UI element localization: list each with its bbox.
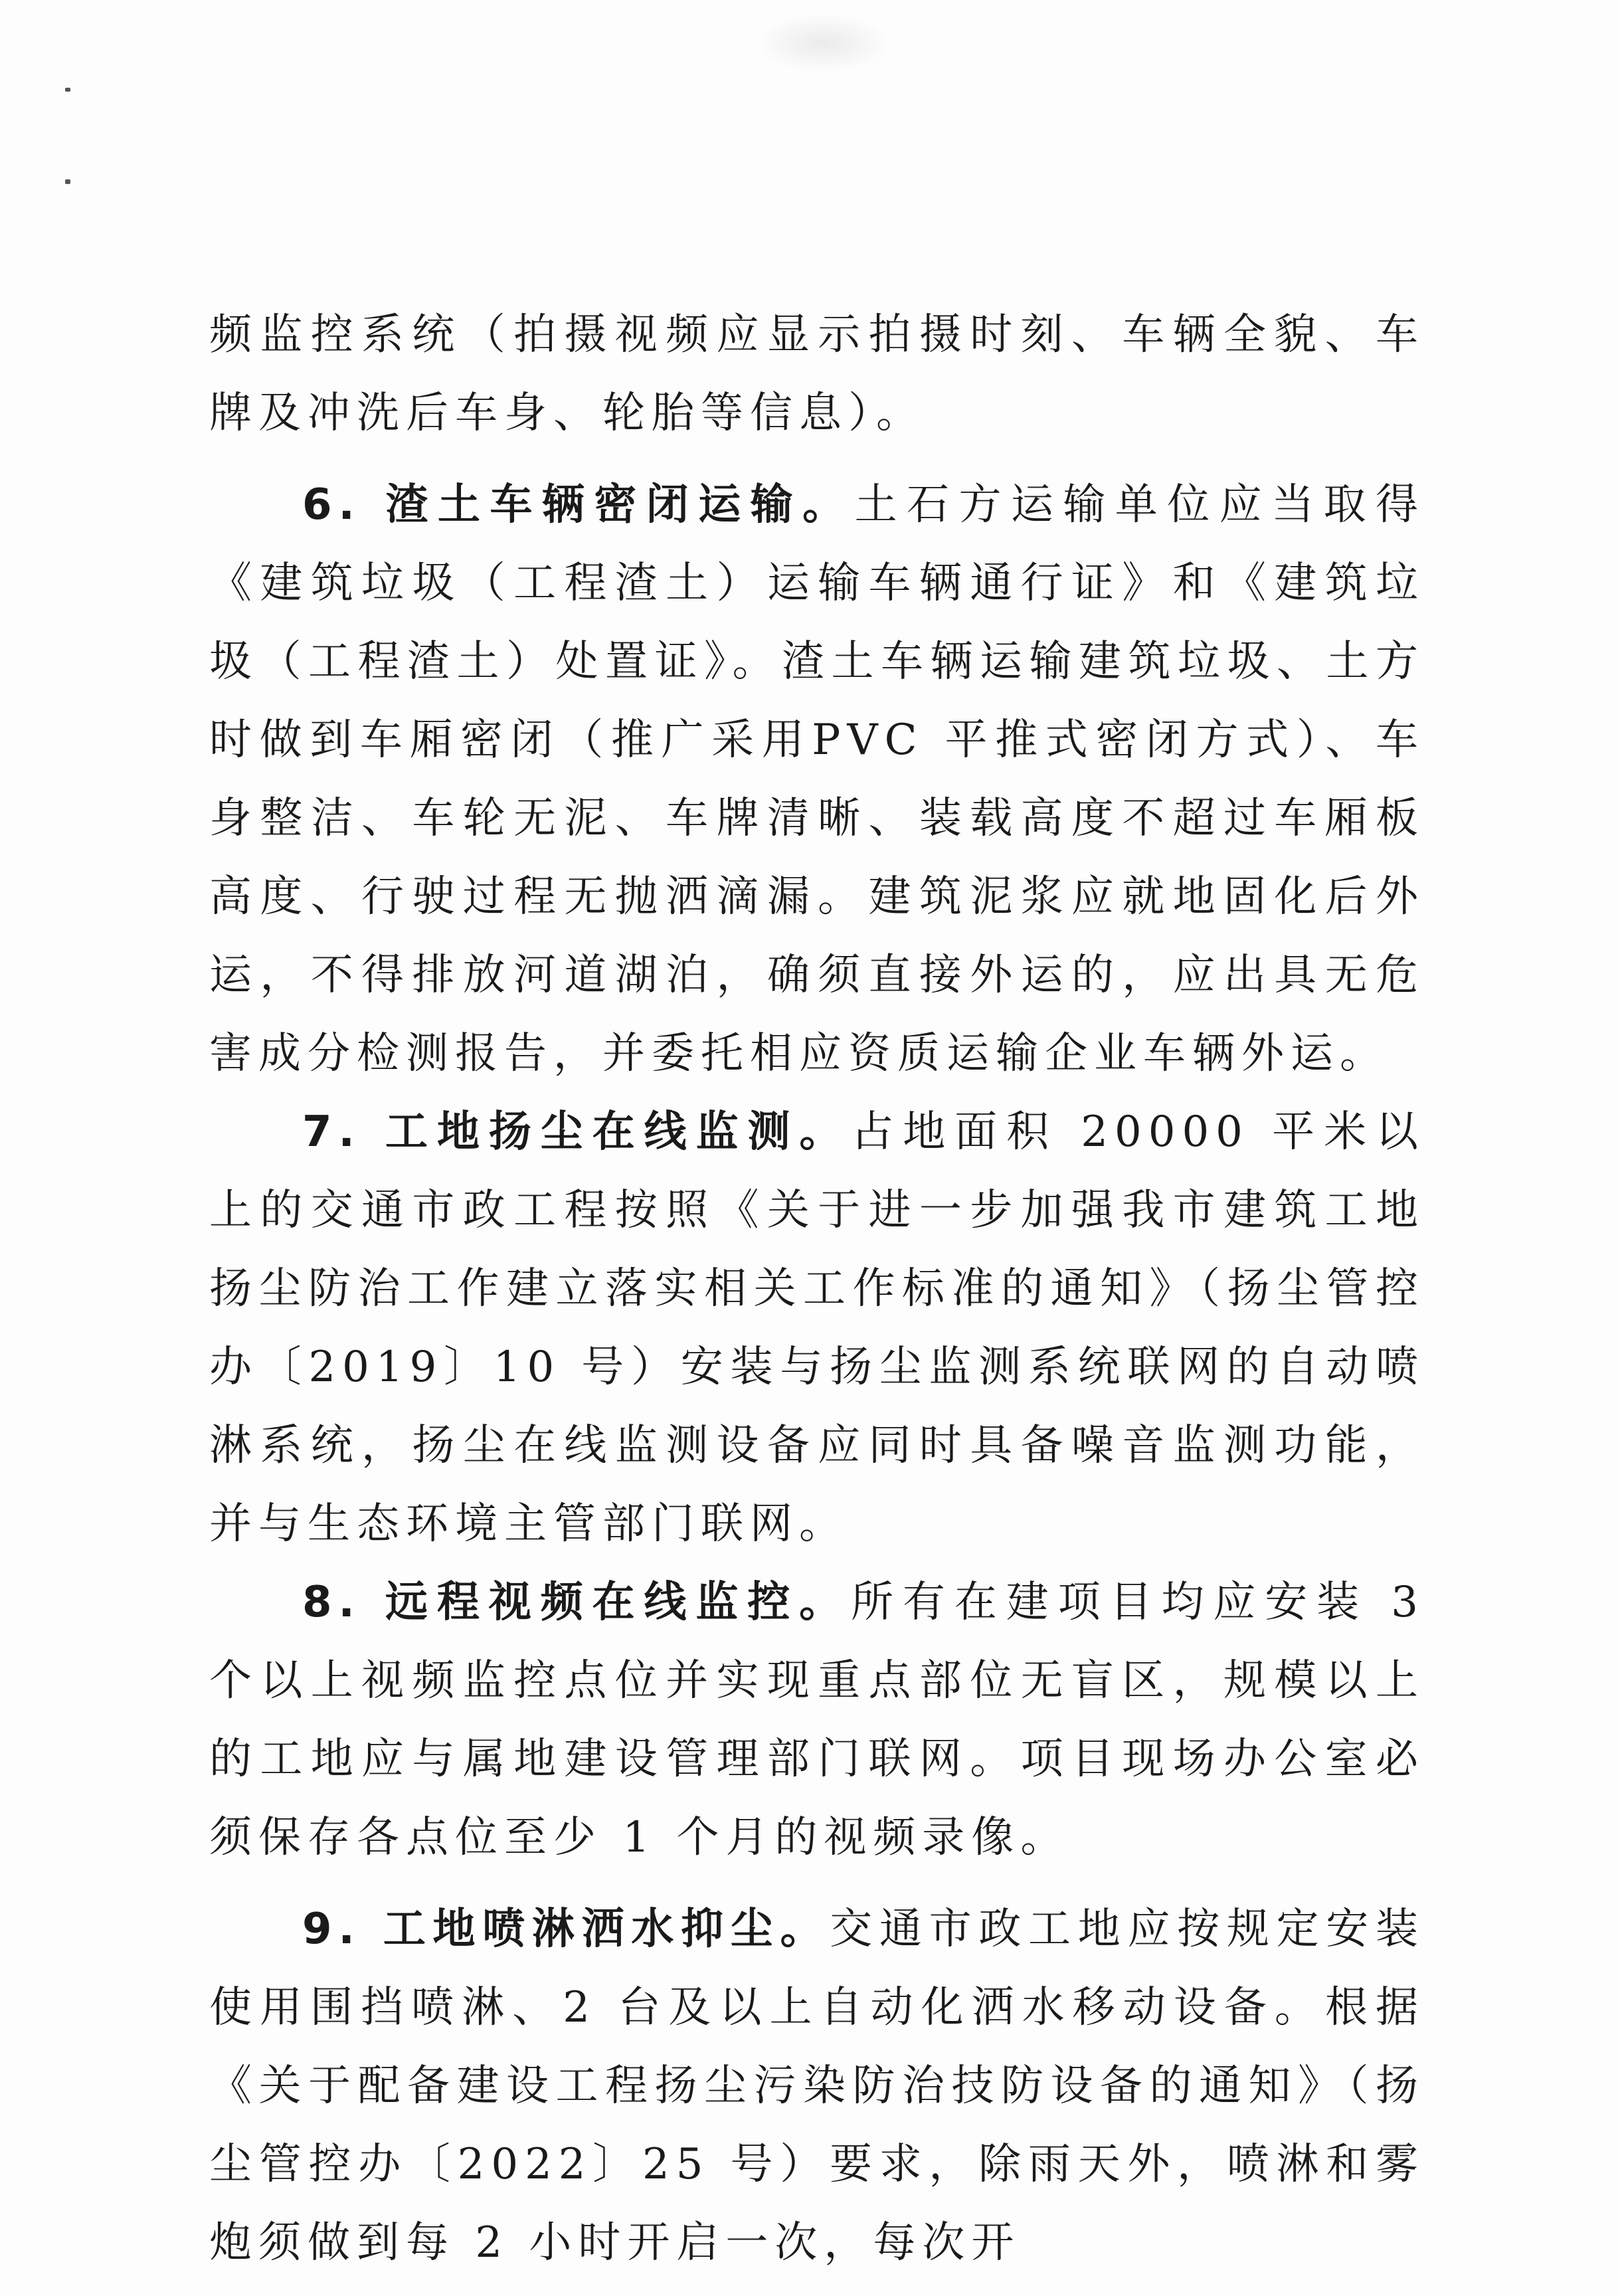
scan-mark [65,88,70,92]
paragraph-text: 所有在建项目均应安装 3 个以上视频监控点位并实现重点部位无盲区，规模以上的工地应与属地建设管理部门联网。项目现场办公室必须保存各点位至少 1 个月的视频录像。 [209,1578,1425,1862]
paragraph-item-7 [209,1093,1425,1563]
paragraph-heading: 9. 工地喷淋洒水抑尘。 [302,1905,830,1954]
paragraph-item-8 [209,1563,1425,1877]
paragraph-item-6 [209,466,1425,1093]
paragraph-heading: 8. 远程视频在线监控。 [302,1578,852,1627]
paragraph-item-9 [209,1890,1425,2282]
paragraph-heading: 7. 工地扬尘在线监测。 [302,1107,852,1157]
paragraph-text: 频监控系统（拍摄视频应显示拍摄时刻、车辆全貌、车牌及冲洗后车身、轮胎等信息）。 [209,310,1425,438]
paragraph-heading: 6. 渣土车辆密闭运输。 [302,480,855,529]
paragraph-text: 占地面积 20000 平米以上的交通市政工程按照《关于进一步加强我市建筑工地扬尘防治工作建立落实相关工作标准的通知》（扬尘管控办〔2019〕10 号）安装与扬尘监测系统联网的自动喷淋系统，扬尘在线监测设备应同时具备噪音监测功能，并与生态环境主管部门联网。 [209,1107,1425,1549]
scan-smudge [757,13,890,73]
paragraph-continuation [209,296,1425,452]
scan-mark [65,179,70,184]
paragraph-text: 土石方运输单位应当取得《建筑垃圾（工程渣土）运输车辆通行证》和《建筑垃圾（工程渣土）处置证》。渣土车辆运输建筑垃圾、土方时做到车厢密闭（推广采用PVC 平推式密闭方式）、车身整洁、车轮无泥、车牌清晰、装载高度不超过车厢板高度、行驶过程无抛洒滴漏。建筑泥浆应就地固化后外运，不得排放河道湖泊，确须直接外运的，应出具无危害成分检测报告，并委托相应资质运输企业车辆外运。 [209,480,1425,1078]
paragraph-text: 交通市政工地应按规定安装使用围挡喷淋、2 台及以上自动化洒水移动设备。根据《关于配备建设工程扬尘污染防治技防设备的通知》（扬尘管控办〔2022〕25 号）要求，除雨天外，喷淋和雾炮须做到每 2 小时开启一次，每次开 [209,1905,1425,2267]
document-body [209,296,1425,2282]
